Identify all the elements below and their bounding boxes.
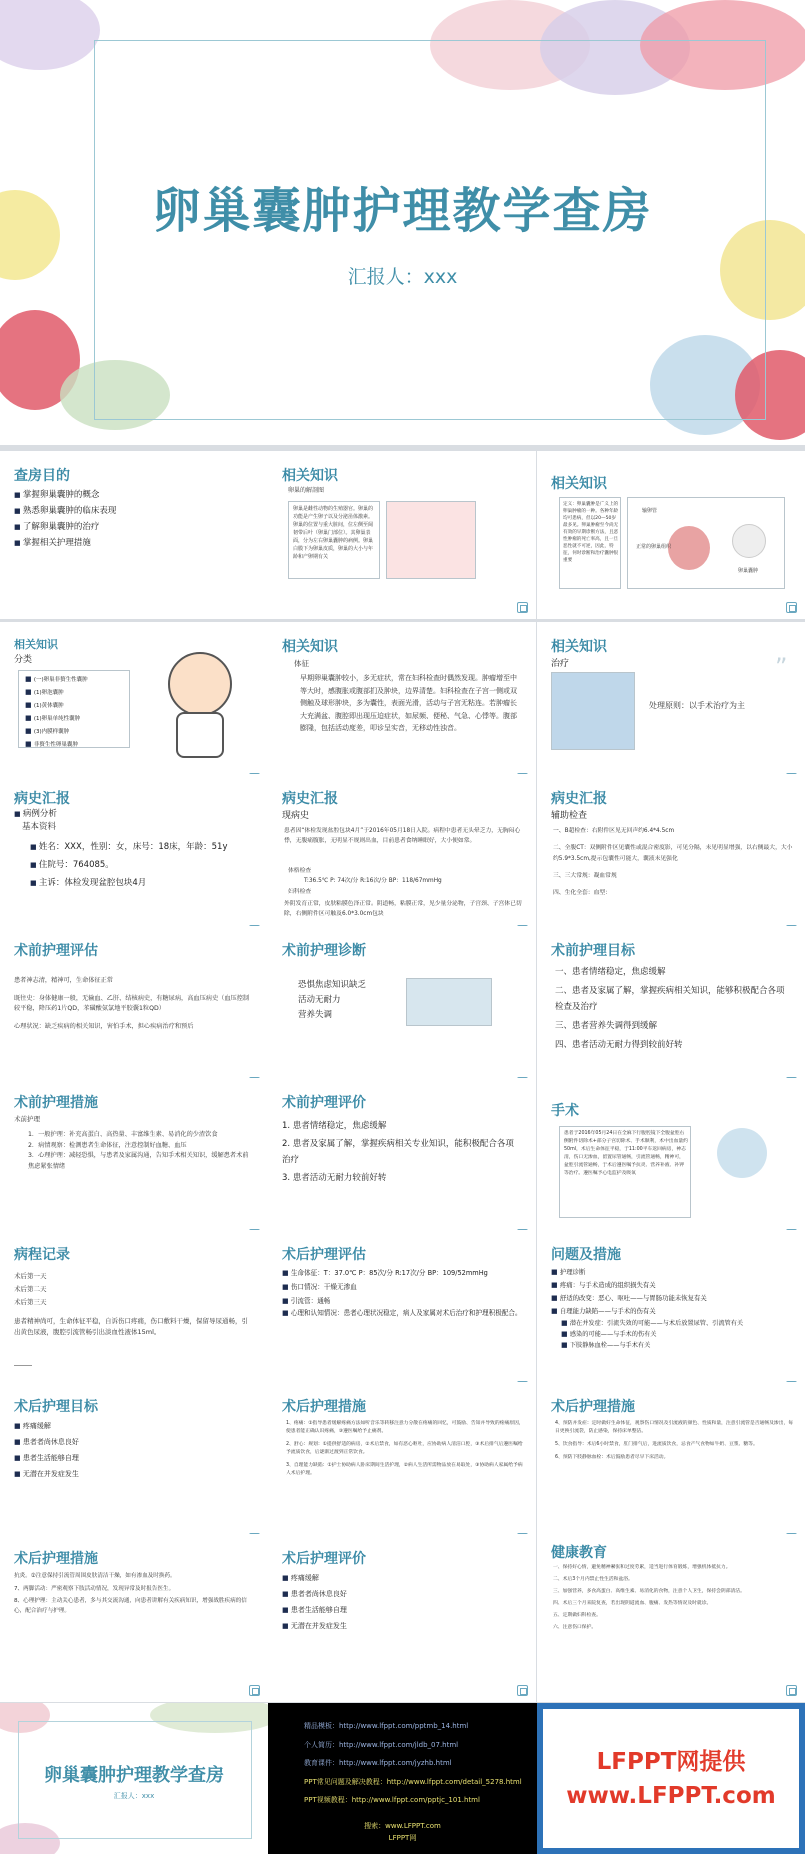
slide-title: 术后护理措施: [551, 1399, 635, 1415]
course-text: 患者精神尚可，生命体征平稳，自诉伤口疼痛，伤口敷料干燥，保留导尿通畅，引出黄色尿液，腹腔引流管畅引出淡血性液体15ml。: [14, 1317, 248, 1336]
link-courseware[interactable]: 教育课件：http://www.lfppt.com/jyzhb.html: [304, 1759, 452, 1767]
assessment-line: 患者神志清，精神可，生命体征正常: [14, 977, 113, 984]
site-name: LFPPT网: [388, 1834, 417, 1842]
cover-title: 卵巢囊肿护理教学查房: [152, 183, 653, 239]
list-item: ■ 舒适的改变：恶心、呕吐——与胃肠功能未恢复有关: [551, 1292, 797, 1305]
list-item: ■ 无潜在并发症发生: [14, 1466, 79, 1482]
slide-title: 查房目的: [14, 468, 70, 484]
divider: [14, 1365, 32, 1366]
assessment-line: 心理状况：缺乏疾病的相关知识，害怕手术，担心疾病治疗和预后: [14, 1023, 194, 1030]
slide-title: 术前护理诊断: [282, 943, 366, 959]
list-item: ■ (1)卵泡囊肿: [25, 686, 88, 699]
list-item: ■ 病例分析: [14, 808, 57, 821]
slide-pre-assessment: [0, 926, 268, 1094]
doctor-icon: [717, 1128, 767, 1178]
list-item: ■ 护理诊断: [551, 1266, 797, 1279]
list-item: 2．病情观察：检测患者生命体征，注意控制好血糖、血压: [28, 1141, 187, 1149]
slide-health-education: [537, 1534, 805, 1702]
assessment-list: [282, 1266, 522, 1318]
list-item: 1. 患者情绪稳定，焦虑缓解: [282, 1121, 387, 1131]
list-item: 四、患者活动无耐力得到较前好转: [555, 1040, 683, 1050]
anatomy-text: 卵巢是雌性动物的生殖器官。卵巢的功能是产生卵子以及分泌甾体激素。卵巢的位置与重大脏间，位左侧至阔韧带后叶（卵巢门部位）。其卵巢表面，分为左右卵巢囊肿的病例。卵巢白膜下为卵巢皮质，卵巢的大小与年龄和产卵期有关: [293, 506, 374, 560]
copy-icon: [786, 1685, 797, 1696]
link-video[interactable]: PPT视频教程：http://www.lfppt.com/pptjc_101.html: [304, 1796, 480, 1804]
list-item: 恐惧焦虑知识缺乏: [298, 980, 367, 990]
sub-problems-list: [561, 1318, 797, 1351]
list-item: 二、全腹CT：双侧附件区见囊性或混合密度影，可见分隔，未见明显增强，以右侧最大，大小约5.9*3.5cm,提示包囊性可能大，囊液未见强化: [553, 845, 793, 862]
mini-cover-slide: [0, 1703, 268, 1854]
mini-cover-reporter: 汇报人：xxx: [113, 1792, 155, 1800]
assessment-text: [14, 976, 254, 1032]
slide-knowledge-anatomy: [268, 451, 536, 619]
slide-post-measures-3: [0, 1534, 268, 1702]
brand-url[interactable]: www.LFPPT.com: [566, 1783, 776, 1809]
links-panel: [268, 1703, 537, 1854]
section-head: 体征: [294, 659, 309, 668]
list-item: 6、预防下肢静脉血栓：术后鼓励患者尽早下床活动。: [555, 1455, 669, 1460]
evaluation-list: [282, 1118, 522, 1186]
list-item: 四、术后三个月来院复查，若出现阴道流血、腹痛、发热等情况及时就诊。: [553, 1601, 712, 1606]
uterus-shape: [668, 526, 710, 570]
list-item: 8、心理护理：主动关心患者，多与其交流沟通，向患者讲解有关疾病知识，增强战胜疾病的信心，配合治疗与护理。: [14, 1598, 247, 1614]
list-item: 营养失调: [298, 1010, 333, 1020]
list-item: ■ 非赘生性卵巢囊肿: [25, 738, 88, 751]
list-item: ■ 患者生活能够自理: [282, 1602, 347, 1618]
measures-list: [14, 1572, 254, 1616]
education-list: [553, 1564, 793, 1632]
history-head: [14, 808, 57, 821]
links-list: [304, 1717, 522, 1810]
list-item: ■ 疼痛缓解: [282, 1570, 347, 1586]
history-text: 患者因“体检发现盆腔包块4月”于2016年05月18日入院。病程中患者无头晕乏力，无胸闷心悸，无腹痛腹胀，无明显不规则出血，目前患者食纳睡眠好，大小便如常。: [284, 828, 521, 844]
list-item: 三、患者营养失调得到缓解: [555, 1021, 658, 1031]
ovary-diagram-image: [627, 497, 785, 589]
link-faq[interactable]: PPT常见问题及解决教程：http://www.lfppt.com/detail_5278.html: [304, 1777, 522, 1786]
slide-subtitle: 基本资料: [22, 822, 57, 832]
slide-pre-diagnosis: [268, 926, 536, 1094]
label-fallopian: 输卵管: [642, 508, 658, 514]
slide-subtitle: 治疗: [551, 659, 570, 669]
list-item: 3．心理护理：减轻恐惧，与患者及家属沟通，告知手术相关知识，缓解患者术前焦虑紧张情绪: [28, 1152, 249, 1170]
slide-title: 术后护理评价: [282, 1551, 366, 1567]
slide-subtitle: 分类: [14, 655, 33, 665]
nurses-photo: [406, 978, 492, 1026]
list-item: 1、疼痛：①指导患者缓解疼痛方法如听音乐等转移注意力分散在疼痛的回忆，可鼓励、告知并导致的疼痛原因，使患者能正确认识疼痛，③遵医嘱给予止痛剂。: [286, 1421, 524, 1434]
mini-cover-title: 卵巢囊肿护理教学查房: [44, 1765, 224, 1786]
list-item: 活动无耐力: [298, 995, 341, 1005]
slide-title: 手术: [551, 1103, 579, 1119]
list-item: 术后第一天: [14, 1272, 47, 1280]
list-item: 二、患者及家属了解，掌握疾病相关知识，能够积极配合各项检查及治疗: [555, 986, 785, 1012]
bullet-list: [30, 838, 227, 892]
list-item: 一、保持好心情，避免精神紧张和过度劳累，适当进行体育锻炼，增强机体抵抗力。: [553, 1565, 731, 1570]
slide-title: 病史汇报: [551, 791, 607, 807]
list-item: ■ (3)内膜样囊肿: [25, 725, 88, 738]
problems-list: [551, 1266, 797, 1318]
measures-list: [28, 1130, 254, 1172]
list-item: 5、饮食指导：术后6小时禁食，肛门排气后，进流质饮食，忌食产气食物如牛奶、豆浆、糖等。: [555, 1442, 758, 1447]
list-item: 一、患者情绪稳定，焦虑缓解: [555, 967, 666, 977]
list-item: ■ 患者生活能够自理: [14, 1450, 79, 1466]
slide-pre-goals: [537, 926, 805, 1094]
evaluation-list: [282, 1570, 347, 1634]
slide-title: 相关知识: [551, 639, 607, 655]
copy-icon: [249, 1685, 260, 1696]
slide-history-present: [268, 774, 536, 942]
measures-list: [286, 1420, 526, 1478]
label-normal-ovary: 正常的卵巢组织: [636, 544, 672, 550]
slide-pre-measures: [0, 1078, 268, 1246]
slide-post-measures-1: [268, 1382, 536, 1550]
slide-classification: [0, 622, 268, 790]
label-cyst: 卵巢囊肿: [738, 568, 759, 574]
list-item: 7、两脚活动：严密观察下肢活动情况，发现异常及时报告医生。: [14, 1585, 175, 1592]
list-item: ■ 患者者尚休息良好: [282, 1586, 347, 1602]
list-item: 3、自理能力缺陷：①护士协助病人卧床期间生活护理，②病人生活所需物品放在易取处，③协助病人家属给予病人术后护理。: [286, 1463, 523, 1476]
list-item: ■ 无潜在并发症发生: [282, 1618, 347, 1634]
aux-list: [553, 826, 793, 899]
list-item: ■ (1)黄体囊肿: [25, 699, 88, 712]
list-item: 四、生化全套：血型：: [553, 890, 611, 896]
definition-box: [559, 497, 621, 589]
slide-title: 相关知识: [14, 638, 58, 651]
uterus-diagram-image: [386, 501, 476, 579]
slide-title: 病程记录: [14, 1247, 70, 1263]
list-item: 4、预防并发症：定时做好生命体征，观察伤口情况及引流液的颜色、性质和量，注意引流管是否通畅及渗出，每日更换引流袋，防止感染，保持床单整洁。: [555, 1421, 794, 1434]
list-item: ■ 伤口情况：干燥无渗血: [282, 1280, 522, 1294]
slide-title: 问题及措施: [551, 1247, 621, 1263]
surgery-text: 患者于2016年05月24日在全麻下行腹腔镜下全腹盆腔右侧附件切除术+部分子宫切除术、手术顺利，术中出血量约50ml，术后生命体征平稳，于11:00平车返回病房，神志清，伤口无渗血，留置尿管通畅，引流管通畅，精神可，盆腔引流管通畅，于术后遵医嘱予抗炎、营养补液、补钾等治疗。遵医嘱予心电监护及吸氧: [564, 1131, 688, 1176]
slide-title: 相关知识: [282, 468, 338, 484]
slide-subtitle: 现病史: [282, 811, 310, 821]
slide-title: 术后护理措施: [14, 1551, 98, 1567]
list-item: 3. 患者活动无耐力较前好转: [282, 1173, 387, 1183]
list-item: ■ 潜在并发症：引流失效的可能——与术后放置尿管、引流管有关: [561, 1318, 797, 1329]
exam-head: 体格检查: [288, 868, 312, 874]
list-item: ■ 引流管：通畅: [282, 1294, 522, 1308]
list-item: 五、定期做妇科检查。: [553, 1613, 601, 1618]
slide-title: 术后护理目标: [14, 1399, 98, 1415]
doctor-cartoon: [168, 652, 232, 716]
lab-photo: [551, 672, 635, 750]
slide-subtitle: 卵巢的解剖图: [288, 487, 325, 494]
assessment-line: 既往史：身体健康一般，无输血、乙肝、结核病史，有糖尿病，高血压病史（血压控制较平稳，降压药1片QD，苯磺酸氨氯地平胶囊1粒QD）: [14, 995, 250, 1012]
link-resume[interactable]: 个人简历：http://www.lfppt.com/jldb_07.html: [304, 1740, 459, 1749]
slide-title: 术前护理评价: [282, 1095, 366, 1111]
link-templates[interactable]: 精品模板：http://www.lfppt.com/pptmb_14.html: [304, 1722, 469, 1730]
list-item: ■ 主诉：体检发现盆腔包块4月: [30, 874, 227, 892]
list-item: 抗炎。②注意保持引流管周围皮肤清洁干燥，如有渗血及时换药。: [14, 1573, 176, 1579]
slide-surgery: [537, 1078, 805, 1246]
text-box: [288, 501, 380, 579]
slide-title: 病史汇报: [282, 791, 338, 807]
list-item: ■ 感染的可能——与手术的伤有关: [561, 1329, 797, 1340]
list-item: 1．一般护理：补充高蛋白、高热量、丰富维生素、易消化的少渣饮食: [28, 1131, 218, 1138]
slide-title: 术前护理目标: [551, 943, 635, 959]
list-item: ■ 住院号：764085。: [30, 856, 227, 874]
slide-purpose: [0, 451, 268, 619]
slide-title: 相关知识: [282, 639, 338, 655]
slide-subtitle: 术前护理: [14, 1115, 40, 1123]
slide-history-aux: [537, 774, 805, 942]
list-item: ■ 掌握卵巢囊肿的概念: [14, 487, 116, 503]
slide-knowledge-definition: [537, 451, 805, 619]
doctor-body: [176, 712, 224, 758]
class-list: [25, 673, 88, 751]
cover-reporter: 汇报人：xxx: [347, 266, 458, 288]
list-item: ■ (一)卵巢非赘生性囊肿: [25, 673, 88, 686]
quote-icon: ”: [775, 653, 788, 681]
slide-course: [0, 1230, 268, 1398]
copy-icon: [517, 1685, 528, 1696]
slide-history-basic: [0, 774, 268, 942]
goals-list: [14, 1418, 79, 1482]
classification-box: [18, 670, 130, 748]
copy-icon: [517, 602, 528, 613]
list-item: ■ 生命体征：T：37.0℃ P：85次/分 R:17次/分 BP：109/52mmHg: [282, 1266, 522, 1280]
slide-post-measures-2: [537, 1382, 805, 1550]
gyn-head: 妇科检查: [288, 889, 312, 895]
list-item: ■ 患者者尚休息良好: [14, 1434, 79, 1450]
slide-title: 病史汇报: [14, 791, 70, 807]
brand-line: LFPPT网提供: [596, 1749, 746, 1775]
slide-title: 健康教育: [551, 1545, 607, 1561]
slide-treatment: [537, 622, 805, 790]
copy-icon: [786, 602, 797, 613]
slide-title: 术前护理措施: [14, 1095, 98, 1111]
measures-list: [555, 1420, 795, 1462]
slide-subtitle: 辅助检查: [551, 811, 588, 821]
slide-post-goals: [0, 1382, 268, 1550]
list-item: ■ 掌握相关护理措施: [14, 535, 116, 551]
slide-title: 术后护理措施: [282, 1399, 366, 1415]
slide-title: 相关知识: [551, 476, 607, 492]
slide-post-assessment: [268, 1230, 536, 1398]
list-item: 二、术后3个月内禁止性生活和盆浴。: [553, 1577, 633, 1582]
days-list: [14, 1270, 47, 1309]
list-item: ■ 了解卵巢囊肿的治疗: [14, 519, 116, 535]
list-item: ■ 疼痛：与手术造成的组织损失有关: [551, 1279, 797, 1292]
slide-title: 术后护理评估: [282, 1247, 366, 1263]
list-item: 术后第三天: [14, 1298, 47, 1306]
diagnosis-list: [298, 978, 366, 1023]
list-item: 六、注意伤口保护。: [553, 1625, 597, 1630]
slide-title: 术前护理评估: [14, 943, 98, 959]
list-item: ■ 自理能力缺陷——与手术的伤有关: [551, 1305, 797, 1318]
list-item: 三、加强营养，多食高蛋白、高维生素、易消化的食物，注意个人卫生，保持会阴部清洁。: [553, 1589, 745, 1594]
list-item: ■ 疼痛缓解: [14, 1418, 79, 1434]
surgery-box: [559, 1126, 691, 1218]
flower-decoration: [0, 0, 100, 70]
slide-signs: [268, 622, 536, 790]
cyst-shape: [732, 524, 766, 558]
slide-post-evaluation: [268, 1534, 536, 1702]
list-item: 一、B超检查：右附件区见无回声约6.4*4.5cm: [553, 828, 675, 834]
cover-slide: [0, 0, 805, 445]
goals-list: [555, 964, 785, 1053]
list-item: 2、舒心：规划：①提供舒适的病房，②术后禁食，如有恶心呕吐，应协助病人清洁口腔，③术后排气后遵医嘱给予流质饮食，后逐渐过渡到正常饮食。: [286, 1442, 523, 1455]
brand-panel: [537, 1703, 805, 1854]
search-hint: 搜索：www.LFPPT.com: [364, 1822, 441, 1830]
list-item: 三、三大常规：凝血常规: [553, 873, 617, 879]
list-item: ■ 心理和认知情况：患者心理状况稳定，病人及家属对术后治疗和护理积极配合。: [282, 1308, 522, 1318]
list-item: 2. 患者及家属了解，掌握疾病相关专业知识，能积极配合各项治疗: [282, 1139, 514, 1165]
list-item: ■ 熟悉卵巢囊肿的临床表现: [14, 503, 116, 519]
list-item: ■ 姓名：XXX，性别：女，床号：18床，年龄：51y: [30, 838, 227, 856]
treatment-text: 处理原则：以手术治疗为主: [649, 701, 745, 710]
bullet-list: [14, 487, 116, 551]
slide-pre-evaluation: [268, 1078, 536, 1246]
list-item: ■ 下肢静脉血栓——与手术有关: [561, 1340, 797, 1351]
list-item: 术后第二天: [14, 1285, 47, 1293]
definition-text: 定义：卵巢囊肿是广义上的卵巢肿瘤的一种。各种年龄均可患病，但以20—50岁最多见。卵巢肿瘤至今尚无有效的早期诊断方法，且恶性肿瘤的死亡率高，且一旦恶性就不可逆，因此，特征，何时诊断和治疗囊肿很重要: [563, 502, 619, 563]
signs-text: 早期卵巢囊肿较小，多无症状，常在妇科检查时偶然发现。肿瘤增至中等大时，感腹胀或腹部扪及肿块，边界清楚。妇科检查在子宫一侧或双侧触及球形肿块，多为囊性，表面光滑，活动与子宫无粘连。若肿瘤长大充满盆、腹腔即出现压迫症状，如尿频、便秘、气急、心悸等。腹部膨隆，包括活动度差，叩诊呈实音，无移动性浊音。: [300, 674, 517, 732]
list-item: ■ (1)卵巢单纯性囊肿: [25, 712, 88, 725]
gyn-text: 外阴发育正常，皮肤粘膜色泽正常。阴道畅，粘膜正常，见少量分泌物，子宫颈、子宫体已切除，右侧附件区可触及6.0*3.0cm包块: [284, 901, 522, 917]
slide-problems: [537, 1230, 805, 1398]
vital-signs: T:36.5℃ P: 74次/分 R:16次/分 BP：118/67mmHg: [304, 878, 442, 884]
